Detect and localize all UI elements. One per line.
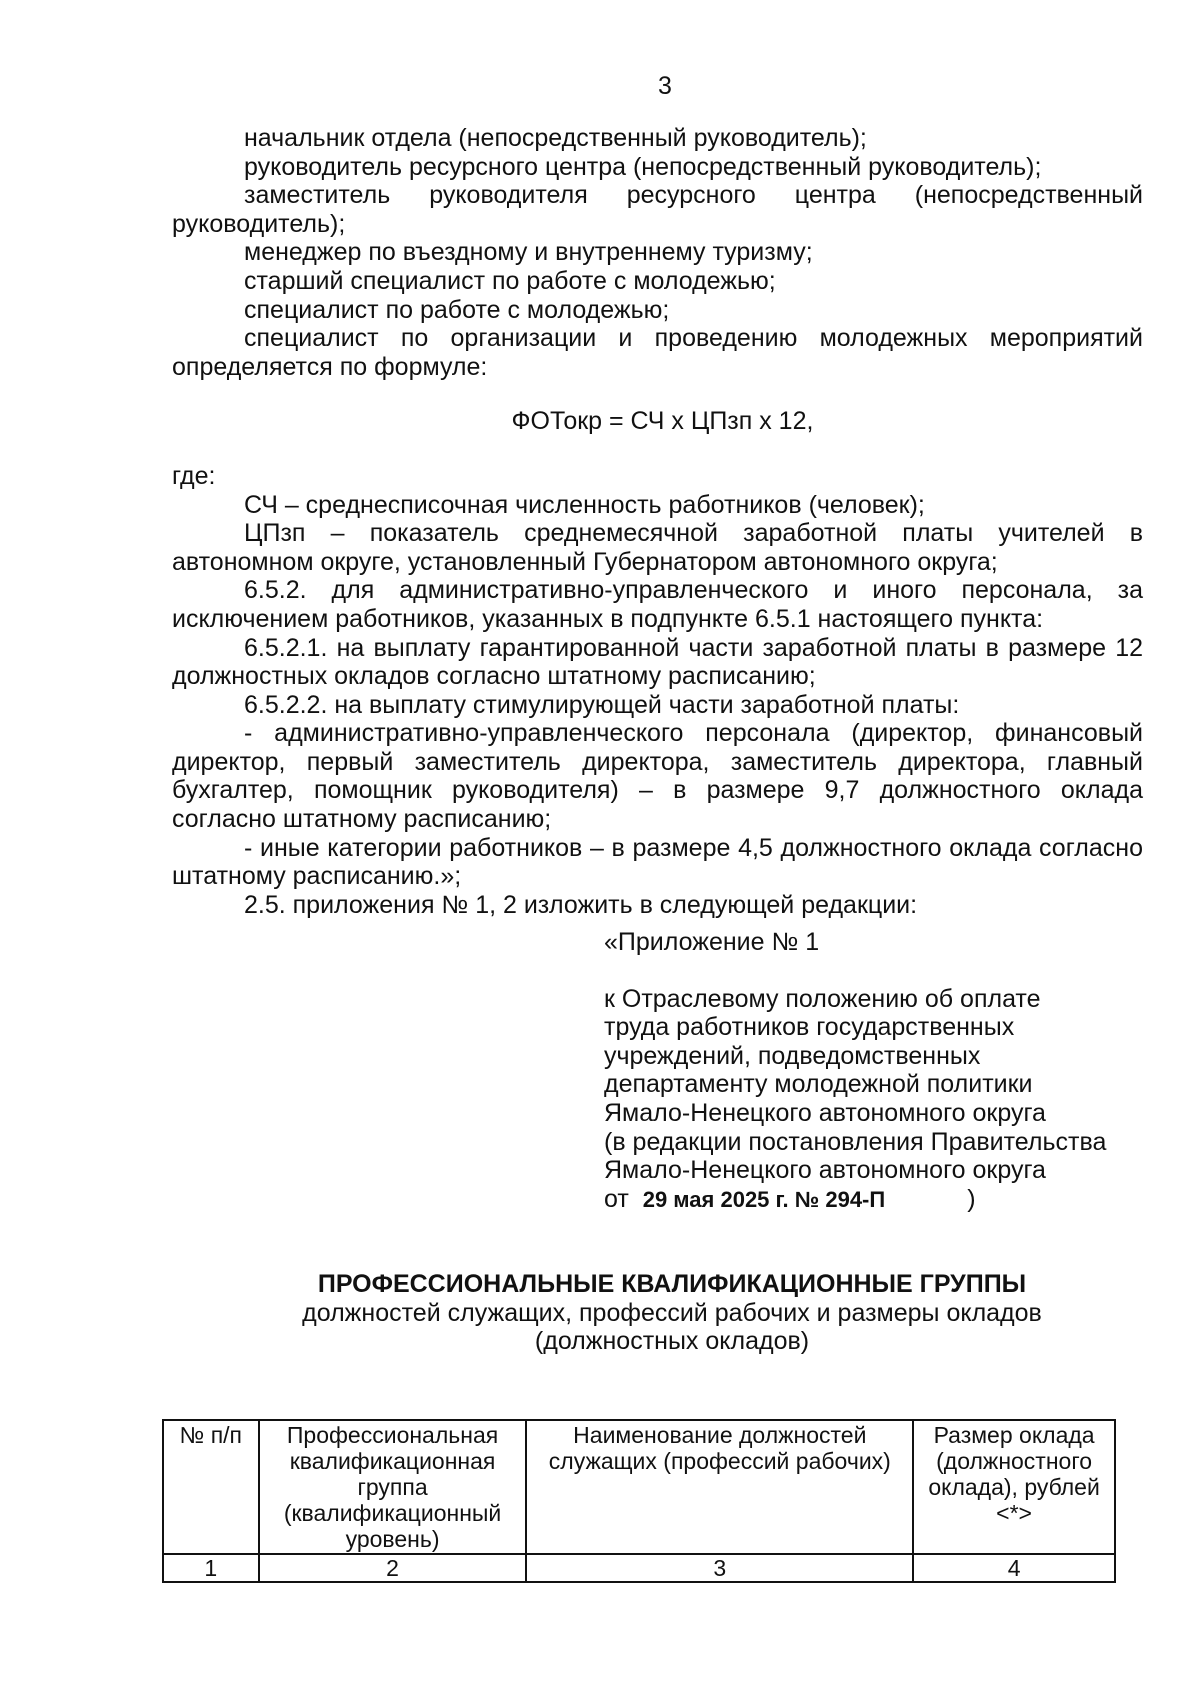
table-numbering-row — [163, 1554, 1115, 1582]
table-cell: 4 — [913, 1554, 1115, 1582]
paragraphs-before-formula — [172, 124, 1143, 381]
appendix-from-prefix: от — [604, 1184, 629, 1213]
table-header-cell: № п/п — [163, 1420, 259, 1554]
paragraph: начальник отдела (непосредственный руководитель); — [244, 124, 867, 152]
appendix-line: департаменту молодежной политики — [604, 1070, 1033, 1099]
paragraph: 6.5.2.1. на выплату гарантированной части заработной платы в размере 12 должностных окладов согласно штатному расписанию; — [172, 633, 1143, 691]
table-cell: 2 — [259, 1554, 527, 1582]
appendix-title: «Приложение № 1 — [604, 928, 820, 956]
paragraph: старший специалист по работе с молодежью; — [244, 266, 776, 295]
table-header-row — [163, 1420, 1115, 1554]
heading-subtitle-line2: (должностных окладов) — [534, 1327, 810, 1356]
appendix-block — [604, 928, 1164, 1214]
qualification-groups-table — [162, 1419, 1116, 1583]
heading-title: ПРОФЕССИОНАЛЬНЫЕ КВАЛИФИКАЦИОННЫЕ ГРУППЫ — [317, 1270, 1027, 1298]
appendix-line: учреждений, подведомственных — [604, 1041, 981, 1070]
paragraph: руководитель ресурсного центра (непосредственный руководитель); — [244, 152, 1042, 181]
paragraphs-after-formula — [172, 462, 1143, 920]
appendix-signed-date: 29 мая 2025 г. № 294-П — [642, 1186, 886, 1212]
table-header-cell: Наименование должностей служащих (профессий рабочих) — [526, 1420, 913, 1554]
paragraph: 2.5. приложения № 1, 2 изложить в следующей редакции: — [244, 890, 918, 919]
paragraph: специалист по работе с молодежью; — [244, 295, 670, 324]
appendix-lines — [604, 985, 1164, 1185]
paragraph: специалист по организации и проведению молодежных мероприятий определяется по формуле: — [172, 324, 1143, 381]
paragraph: - административно-управленческого персонала (директор, финансовый директор, первый заместитель директора, заместитель директора, главный бухгалтер, помощник руководителя) – в размере 9,7 должностного оклада согласно штатному расписанию; — [172, 719, 1143, 834]
appendix-line: (в редакции постановления Правительства — [604, 1127, 1107, 1156]
appendix-line: Ямало-Ненецкого автономного округа — [604, 1156, 1046, 1185]
table-cell: 3 — [526, 1554, 913, 1582]
heading-subtitle-line1: должностей служащих, профессий рабочих и размеры окладов — [302, 1298, 1042, 1327]
appendix-line: Ямало-Ненецкого автономного округа — [604, 1098, 1046, 1127]
formula: ФОТокр = СЧ х ЦПзп х 12, — [511, 407, 814, 436]
section-heading — [172, 1270, 1172, 1356]
paragraph: заместитель руководителя ресурсного центра (непосредственный руководитель); — [172, 181, 1143, 238]
appendix-line: к Отраслевому положению об оплате — [604, 984, 1041, 1013]
paragraph: ЦПзп – показатель среднемесячной заработной платы учителей в автономном округе, установленный Губернатором автономного округа; — [172, 519, 1143, 576]
appendix-closing-bracket: ) — [967, 1184, 976, 1213]
table-header-cell: Профессиональная квалификационная группа (квалификационный уровень) — [259, 1420, 527, 1554]
paragraph: менеджер по въездному и внутреннему туризму; — [244, 238, 813, 267]
body-text — [172, 124, 1143, 919]
table-header-cell: Размер оклада (должностного оклада), рублей <*> — [913, 1420, 1115, 1554]
table-cell: 1 — [163, 1554, 259, 1582]
paragraph: где: — [172, 461, 216, 490]
paragraph: 6.5.2.2. на выплату стимулирующей части заработной платы: — [244, 690, 960, 719]
paragraph: 6.5.2. для административно-управленческого и иного персонала, за исключением работников, указанных в подпункте 6.5.1 настоящего пункта: — [172, 576, 1143, 633]
paragraph: - иные категории работников – в размере 4,5 должностного оклада согласно штатному расписанию.»; — [172, 833, 1143, 891]
page-number: 3 — [658, 72, 672, 100]
appendix-date-line — [604, 1185, 1164, 1215]
paragraph: СЧ – среднесписочная численность работников (человек); — [244, 490, 925, 519]
appendix-line: труда работников государственных — [604, 1013, 1015, 1042]
